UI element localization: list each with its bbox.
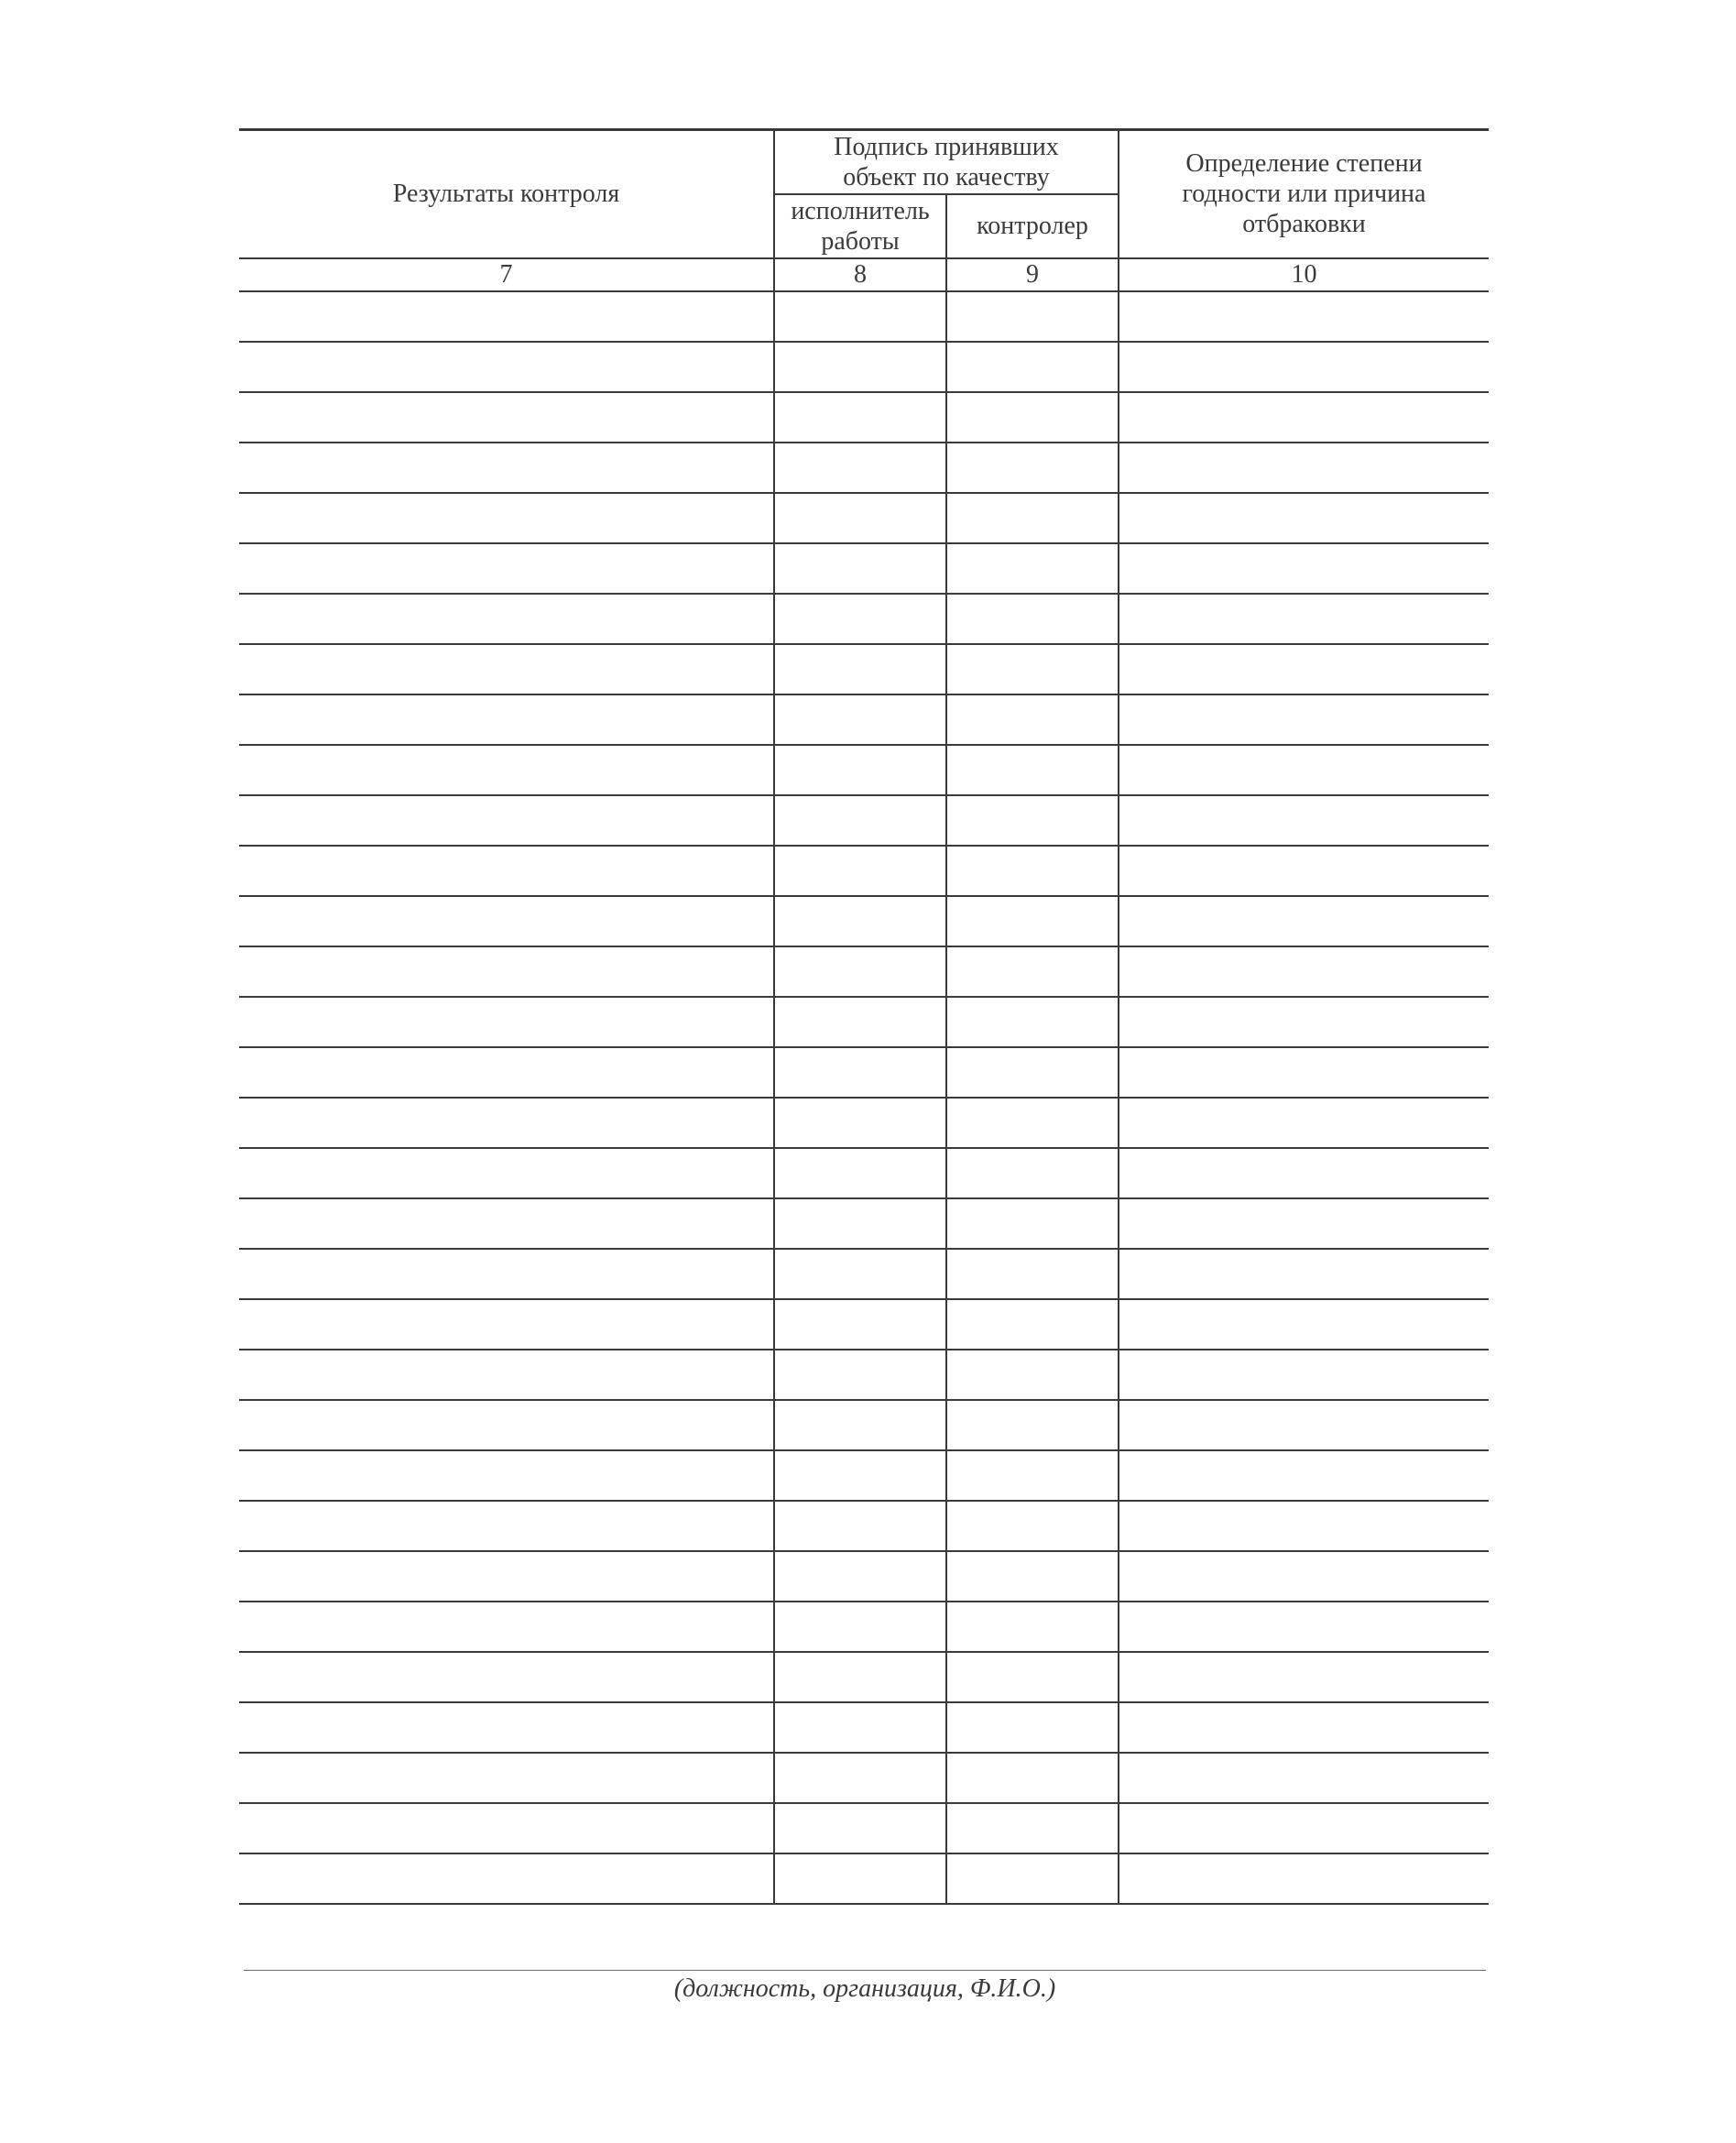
- cell-control-results[interactable]: [239, 1098, 774, 1148]
- cell-executor-signature[interactable]: [774, 1853, 946, 1904]
- cell-controller-signature[interactable]: [946, 644, 1119, 694]
- table-row: [239, 291, 1489, 342]
- cell-suitability[interactable]: [1119, 946, 1489, 997]
- cell-executor-signature[interactable]: [774, 1803, 946, 1853]
- cell-suitability[interactable]: [1119, 1450, 1489, 1501]
- cell-control-results[interactable]: [239, 493, 774, 543]
- cell-executor-signature[interactable]: [774, 846, 946, 896]
- table-row: [239, 745, 1489, 795]
- table-body: [239, 291, 1489, 1904]
- cell-executor-signature[interactable]: [774, 946, 946, 997]
- cell-suitability[interactable]: [1119, 1299, 1489, 1350]
- cell-executor-signature[interactable]: [774, 1148, 946, 1198]
- cell-control-results[interactable]: [239, 342, 774, 392]
- cell-controller-signature[interactable]: [946, 846, 1119, 896]
- cell-executor-signature[interactable]: [774, 795, 946, 846]
- cell-executor-signature[interactable]: [774, 1198, 946, 1249]
- cell-controller-signature[interactable]: [946, 1551, 1119, 1602]
- column-number-7: 7: [239, 258, 774, 291]
- table-row: [239, 1551, 1489, 1602]
- cell-control-results[interactable]: [239, 443, 774, 493]
- table-row: [239, 997, 1489, 1047]
- cell-controller-signature[interactable]: [946, 493, 1119, 543]
- cell-suitability[interactable]: [1119, 694, 1489, 745]
- table-row: [239, 644, 1489, 694]
- cell-controller-signature[interactable]: [946, 997, 1119, 1047]
- table-row: [239, 1148, 1489, 1198]
- header-signature-group: Подпись принявших объект по качеству: [774, 130, 1119, 194]
- cell-executor-signature[interactable]: [774, 745, 946, 795]
- cell-control-results[interactable]: [239, 1299, 774, 1350]
- table-row: [239, 1047, 1489, 1098]
- cell-suitability[interactable]: [1119, 1098, 1489, 1148]
- cell-control-results[interactable]: [239, 543, 774, 594]
- cell-suitability[interactable]: [1119, 443, 1489, 493]
- table-row: [239, 946, 1489, 997]
- table-row: [239, 1249, 1489, 1299]
- cell-control-results[interactable]: [239, 291, 774, 342]
- cell-control-results[interactable]: [239, 846, 774, 896]
- cell-suitability[interactable]: [1119, 392, 1489, 443]
- cell-controller-signature[interactable]: [946, 1652, 1119, 1702]
- cell-controller-signature[interactable]: [946, 1853, 1119, 1904]
- table-row: [239, 1652, 1489, 1702]
- cell-executor-signature[interactable]: [774, 1602, 946, 1652]
- cell-control-results[interactable]: [239, 1753, 774, 1803]
- table-row: [239, 846, 1489, 896]
- table-row: [239, 443, 1489, 493]
- cell-control-results[interactable]: [239, 1551, 774, 1602]
- cell-suitability[interactable]: [1119, 342, 1489, 392]
- cell-control-results[interactable]: [239, 1400, 774, 1450]
- cell-executor-signature[interactable]: [774, 997, 946, 1047]
- cell-suitability[interactable]: [1119, 644, 1489, 694]
- cell-controller-signature[interactable]: [946, 1148, 1119, 1198]
- cell-suitability[interactable]: [1119, 1501, 1489, 1551]
- cell-executor-signature[interactable]: [774, 896, 946, 946]
- cell-controller-signature[interactable]: [946, 543, 1119, 594]
- cell-control-results[interactable]: [239, 694, 774, 745]
- cell-executor-signature[interactable]: [774, 1098, 946, 1148]
- signature-caption: (должность, организация, Ф.И.О.): [673, 1974, 1056, 2003]
- cell-control-results[interactable]: [239, 946, 774, 997]
- cell-suitability[interactable]: [1119, 1803, 1489, 1853]
- table-row: [239, 543, 1489, 594]
- cell-controller-signature[interactable]: [946, 1299, 1119, 1350]
- cell-controller-signature[interactable]: [946, 594, 1119, 644]
- cell-suitability[interactable]: [1119, 1602, 1489, 1652]
- cell-controller-signature[interactable]: [946, 1501, 1119, 1551]
- cell-suitability[interactable]: [1119, 291, 1489, 342]
- cell-suitability[interactable]: [1119, 1400, 1489, 1450]
- cell-controller-signature[interactable]: [946, 443, 1119, 493]
- table-row: [239, 1198, 1489, 1249]
- table-row: [239, 493, 1489, 543]
- column-number-10: 10: [1119, 258, 1489, 291]
- cell-suitability[interactable]: [1119, 745, 1489, 795]
- cell-suitability[interactable]: [1119, 1551, 1489, 1602]
- table-row: [239, 795, 1489, 846]
- cell-controller-signature[interactable]: [946, 1702, 1119, 1753]
- table-row: [239, 896, 1489, 946]
- cell-suitability[interactable]: [1119, 1047, 1489, 1098]
- cell-suitability[interactable]: [1119, 896, 1489, 946]
- column-number-8: 8: [774, 258, 946, 291]
- cell-controller-signature[interactable]: [946, 1198, 1119, 1249]
- cell-control-results[interactable]: [239, 1249, 774, 1299]
- cell-suitability[interactable]: [1119, 1853, 1489, 1904]
- header-suitability-determination: Определение степени годности или причина отбраковки: [1119, 130, 1489, 258]
- table-row: [239, 1803, 1489, 1853]
- cell-control-results[interactable]: [239, 997, 774, 1047]
- cell-executor-signature[interactable]: [774, 543, 946, 594]
- cell-executor-signature[interactable]: [774, 644, 946, 694]
- cell-controller-signature[interactable]: [946, 342, 1119, 392]
- cell-executor-signature[interactable]: [774, 1299, 946, 1350]
- column-number-9: 9: [946, 258, 1119, 291]
- cell-executor-signature[interactable]: [774, 1450, 946, 1501]
- cell-suitability[interactable]: [1119, 795, 1489, 846]
- header-controller: контролер: [946, 194, 1119, 258]
- table-row: [239, 1400, 1489, 1450]
- table-row: [239, 1098, 1489, 1148]
- cell-executor-signature[interactable]: [774, 342, 946, 392]
- cell-control-results[interactable]: [239, 1702, 774, 1753]
- cell-control-results[interactable]: [239, 1148, 774, 1198]
- cell-control-results[interactable]: [239, 795, 774, 846]
- cell-controller-signature[interactable]: [946, 1047, 1119, 1098]
- cell-suitability[interactable]: [1119, 493, 1489, 543]
- header-control-results: Результаты контроля: [239, 130, 774, 258]
- quality-control-table: [239, 128, 1489, 1905]
- cell-executor-signature[interactable]: [774, 392, 946, 443]
- cell-executor-signature[interactable]: [774, 1047, 946, 1098]
- cell-executor-signature[interactable]: [774, 1652, 946, 1702]
- cell-controller-signature[interactable]: [946, 795, 1119, 846]
- cell-control-results[interactable]: [239, 1602, 774, 1652]
- table-row: [239, 392, 1489, 443]
- cell-suitability[interactable]: [1119, 1702, 1489, 1753]
- table-row: [239, 1602, 1489, 1652]
- cell-executor-signature[interactable]: [774, 1400, 946, 1450]
- table-row: [239, 1350, 1489, 1400]
- table-row: [239, 694, 1489, 745]
- cell-executor-signature[interactable]: [774, 1350, 946, 1400]
- cell-controller-signature[interactable]: [946, 946, 1119, 997]
- cell-control-results[interactable]: [239, 594, 774, 644]
- cell-controller-signature[interactable]: [946, 745, 1119, 795]
- cell-controller-signature[interactable]: [946, 1400, 1119, 1450]
- cell-control-results[interactable]: [239, 1803, 774, 1853]
- cell-controller-signature[interactable]: [946, 392, 1119, 443]
- cell-suitability[interactable]: [1119, 1198, 1489, 1249]
- table-row: [239, 342, 1489, 392]
- cell-controller-signature[interactable]: [946, 1803, 1119, 1853]
- cell-executor-signature[interactable]: [774, 594, 946, 644]
- cell-executor-signature[interactable]: [774, 694, 946, 745]
- cell-control-results[interactable]: [239, 1198, 774, 1249]
- cell-suitability[interactable]: [1119, 997, 1489, 1047]
- cell-control-results[interactable]: [239, 1350, 774, 1400]
- cell-suitability[interactable]: [1119, 594, 1489, 644]
- cell-controller-signature[interactable]: [946, 1753, 1119, 1803]
- cell-executor-signature[interactable]: [774, 443, 946, 493]
- cell-controller-signature[interactable]: [946, 694, 1119, 745]
- cell-controller-signature[interactable]: [946, 1350, 1119, 1400]
- cell-suitability[interactable]: [1119, 846, 1489, 896]
- cell-controller-signature[interactable]: [946, 1450, 1119, 1501]
- cell-controller-signature[interactable]: [946, 896, 1119, 946]
- cell-suitability[interactable]: [1119, 1249, 1489, 1299]
- cell-control-results[interactable]: [239, 644, 774, 694]
- cell-suitability[interactable]: [1119, 1652, 1489, 1702]
- cell-suitability[interactable]: [1119, 1350, 1489, 1400]
- table-row: [239, 1853, 1489, 1904]
- cell-executor-signature[interactable]: [774, 493, 946, 543]
- cell-suitability[interactable]: [1119, 543, 1489, 594]
- table-row: [239, 1501, 1489, 1551]
- table-row: [239, 1702, 1489, 1753]
- cell-control-results[interactable]: [239, 1501, 774, 1551]
- cell-executor-signature[interactable]: [774, 1501, 946, 1551]
- cell-controller-signature[interactable]: [946, 1602, 1119, 1652]
- cell-control-results[interactable]: [239, 1047, 774, 1098]
- cell-controller-signature[interactable]: [946, 291, 1119, 342]
- cell-control-results[interactable]: [239, 1450, 774, 1501]
- cell-control-results[interactable]: [239, 1652, 774, 1702]
- table-row: [239, 594, 1489, 644]
- signature-line: [244, 1970, 1486, 1971]
- cell-suitability[interactable]: [1119, 1148, 1489, 1198]
- cell-controller-signature[interactable]: [946, 1249, 1119, 1299]
- cell-executor-signature[interactable]: [774, 1753, 946, 1803]
- cell-suitability[interactable]: [1119, 1753, 1489, 1803]
- cell-control-results[interactable]: [239, 392, 774, 443]
- cell-control-results[interactable]: [239, 1853, 774, 1904]
- cell-control-results[interactable]: [239, 896, 774, 946]
- cell-executor-signature[interactable]: [774, 1249, 946, 1299]
- cell-controller-signature[interactable]: [946, 1098, 1119, 1148]
- cell-executor-signature[interactable]: [774, 291, 946, 342]
- cell-control-results[interactable]: [239, 745, 774, 795]
- cell-executor-signature[interactable]: [774, 1702, 946, 1753]
- table-row: [239, 1753, 1489, 1803]
- header-executor: исполнитель работы: [774, 194, 946, 258]
- table-row: [239, 1299, 1489, 1350]
- cell-executor-signature[interactable]: [774, 1551, 946, 1602]
- table-row: [239, 1450, 1489, 1501]
